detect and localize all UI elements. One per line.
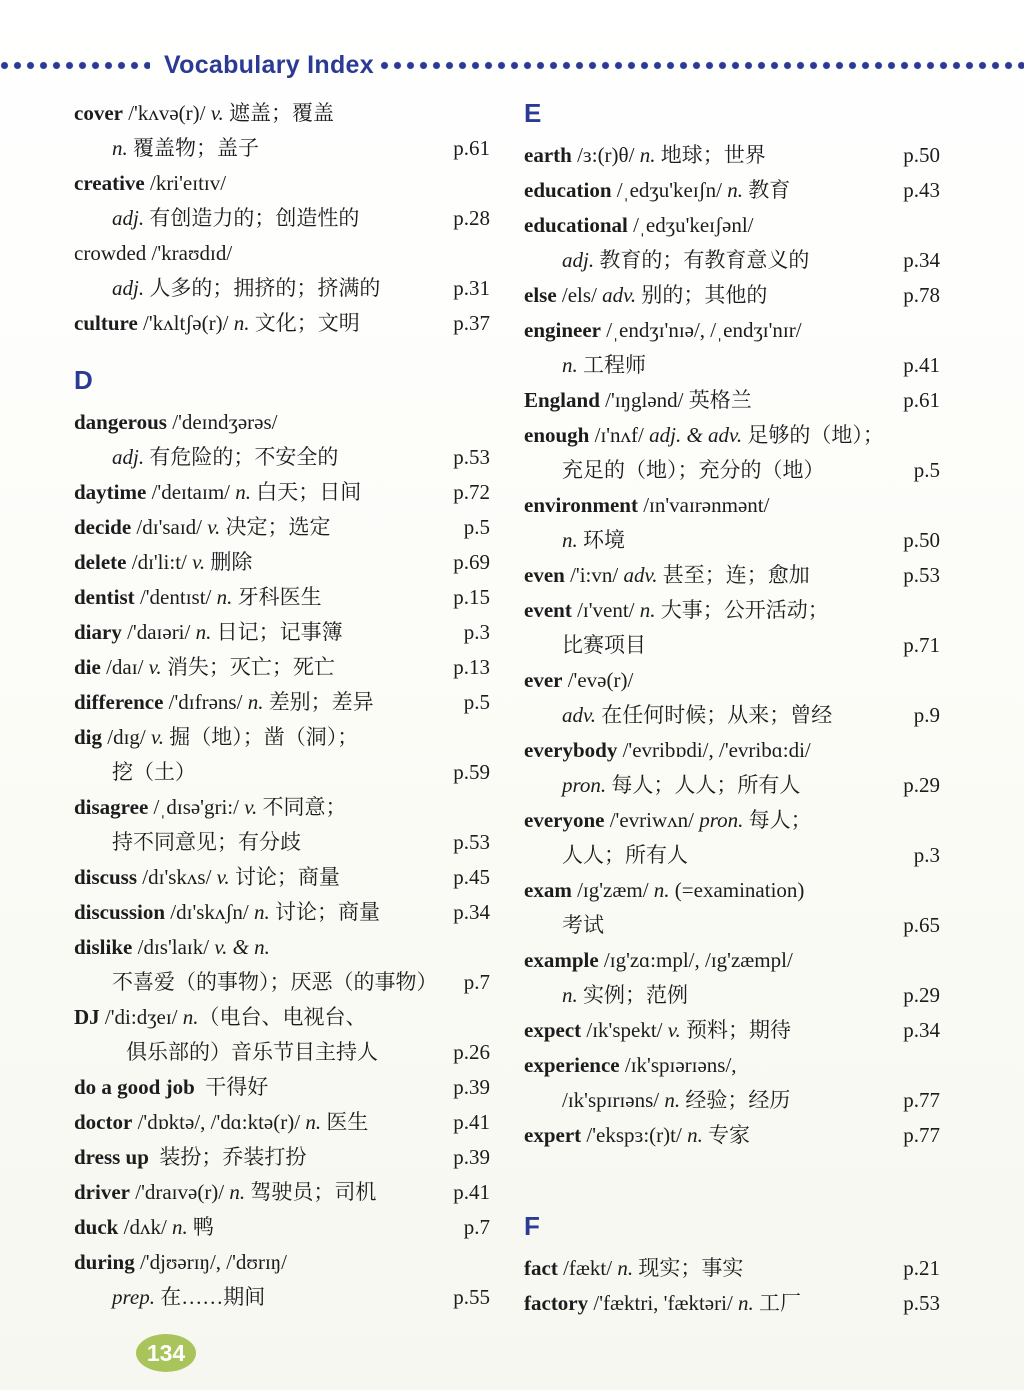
entry-text: v. [151, 725, 165, 749]
page-ref: p.28 [453, 206, 490, 230]
entry-line [74, 1105, 490, 1140]
entry-text: （电台、电视台、 [198, 1005, 367, 1029]
page-ref: p.61 [903, 388, 940, 412]
entry-text: 每人；人人；所有人 [606, 773, 801, 797]
headword: dress up [74, 1145, 149, 1169]
entry-text: /fækt/ [557, 1256, 618, 1280]
headword: delete [74, 550, 127, 574]
page-ref: p.39 [453, 1145, 490, 1169]
entry-text: /'ɪŋglənd/ 英格兰 [599, 388, 752, 412]
entry-text: 经验；经历 [680, 1088, 791, 1112]
entry-text: adj. [112, 276, 145, 300]
entry-text: 足够的（地）； [742, 423, 884, 447]
entry-line [74, 860, 490, 895]
entry-text: /dɪ'saɪd/ [131, 515, 208, 539]
headword: dislike [74, 935, 133, 959]
headword: England [524, 388, 600, 412]
entry-text: prep. [112, 1285, 155, 1309]
entry-text: 挖（土） [112, 760, 196, 784]
entry-line [524, 1083, 940, 1118]
headword: factory [524, 1291, 589, 1315]
dotted-rule-right [380, 61, 1024, 70]
entry-text: 地球；世界 [655, 143, 766, 167]
section-letter: D [74, 365, 93, 395]
entry-line [524, 558, 940, 593]
entry-text: /'dɪfrəns/ [163, 690, 248, 714]
page-ref: p.31 [453, 276, 490, 300]
page-ref: p.65 [903, 913, 940, 937]
entry-text: v. [192, 550, 206, 574]
entry-text: 工程师 [577, 353, 646, 377]
entry-text: 大事；公开活动； [655, 598, 829, 622]
entry-text: /'draɪvə(r)/ [129, 1180, 230, 1204]
entry-text: /'deɪndʒərəs/ [166, 410, 278, 434]
entry-text: /ɪn'vaɪrənmənt/ [637, 493, 770, 517]
page-ref: p.72 [453, 480, 490, 504]
page-ref: p.5 [463, 515, 490, 539]
entry-text: 实例；范例 [577, 983, 688, 1007]
headword: daytime [74, 480, 147, 504]
entry-text: 装扮；乔装打扮 [148, 1145, 307, 1169]
headword: creative [74, 171, 145, 195]
entry-text: v. [667, 1018, 681, 1042]
headword: disagree [74, 795, 149, 819]
entry-line [74, 755, 490, 790]
entry-text: pron. [699, 808, 744, 832]
entry-line [524, 243, 940, 278]
entry-text: 别的；其他的 [636, 283, 768, 307]
entry-line [74, 1280, 490, 1315]
entry-line [524, 593, 940, 628]
page-ref: p.5 [913, 458, 940, 482]
entry-text: /ˌedʒu'keɪʃn/ [611, 178, 728, 202]
entry-text: /ɪk'spɪərɪəns/, [619, 1053, 737, 1077]
entry-text: /'dɒktə/, /'dɑ:ktə(r)/ [132, 1110, 306, 1134]
entry-line [74, 1070, 490, 1105]
headword: dig [74, 725, 103, 749]
entry-text: 删除 [205, 550, 253, 574]
entry-line [74, 405, 490, 440]
headword: even [524, 563, 565, 587]
entry-line [524, 1251, 940, 1286]
entry-text: /ɪ'vent/ [571, 598, 640, 622]
entry-text: 每人； [743, 808, 812, 832]
entry-text: 比赛项目 [562, 633, 646, 657]
entry-text: /'di:dʒeɪ/ [99, 1005, 183, 1029]
entry-line [74, 96, 490, 131]
entry-text: /'evriwʌn/ [604, 808, 700, 832]
entry-line [524, 348, 940, 383]
entry-text: n. [687, 1123, 703, 1147]
entry-text: adj. [112, 206, 145, 230]
entry-text: 覆盖物；盖子 [127, 136, 259, 160]
page-ref: p.13 [453, 655, 490, 679]
entry-line [74, 475, 490, 510]
page-ref: p.43 [903, 178, 940, 202]
entry-text: 俱乐部的）音乐节目主持人 [126, 1040, 378, 1064]
page-ref: p.50 [903, 143, 940, 167]
entry-line [524, 1048, 940, 1083]
entry-text: /'fæktri, 'fæktəri/ [588, 1291, 739, 1315]
entry-line [74, 580, 490, 615]
entry-text: 教育 [743, 178, 791, 202]
entry-line [74, 545, 490, 580]
entry-line [74, 895, 490, 930]
entry-text: 掘（地）；凿（洞）； [164, 725, 359, 749]
entry-text: pron. [562, 773, 607, 797]
entry-line [524, 418, 940, 453]
page-ref: p.61 [453, 136, 490, 160]
page-ref: p.53 [903, 1291, 940, 1315]
entry-line [74, 615, 490, 650]
entry-line [524, 453, 940, 488]
entry-text: /ɪk'spɪrɪəns/ [562, 1088, 665, 1112]
entry-line [524, 628, 940, 663]
headword: ever [524, 668, 563, 692]
left-column [74, 96, 490, 1315]
entry-text: 消失；灭亡；死亡 [161, 655, 335, 679]
entry-text: 环境 [577, 528, 625, 552]
entry-text: adv. [602, 283, 637, 307]
entry-text: 有创造力的；创造性的 [144, 206, 360, 230]
entry-text: /ɪg'zɑ:mpl/, /ɪg'zæmpl/ [598, 948, 793, 972]
entry-line [74, 965, 490, 1000]
entry-text: 牙科医生 [232, 585, 322, 609]
entry-text: 日记；记事簿 [211, 620, 343, 644]
page-ref: p.50 [903, 528, 940, 552]
headword: expert [524, 1123, 582, 1147]
entry-line [74, 201, 490, 236]
page-ref: p.34 [453, 900, 490, 924]
entry-text: (=examination) [669, 878, 805, 902]
entry-text: 白天；日间 [251, 480, 362, 504]
entry-text: /kri'eɪtɪv/ [144, 171, 227, 195]
page-ref: p.77 [903, 1088, 940, 1112]
headword: event [524, 598, 572, 622]
entry-line [524, 313, 940, 348]
entry-text: n. [112, 136, 128, 160]
entry-line [74, 166, 490, 201]
page-header [0, 50, 1024, 80]
page-ref: p.69 [453, 550, 490, 574]
headword: doctor [74, 1110, 133, 1134]
page-ref: p.3 [913, 843, 940, 867]
headword: earth [524, 143, 572, 167]
entry-text: n. [229, 1180, 246, 1204]
entry-line [524, 1013, 940, 1048]
entry-line [74, 650, 490, 685]
headword: do a good job [74, 1075, 195, 1099]
page-ref: p.78 [903, 283, 940, 307]
headword: duck [74, 1215, 119, 1239]
right-column [524, 96, 940, 1321]
entry-text: /'deɪtaɪm/ [146, 480, 236, 504]
entry-text: adv. [623, 563, 658, 587]
entry-text: /daɪ/ [100, 655, 149, 679]
entry-text: 医生 [321, 1110, 369, 1134]
entry-line [74, 510, 490, 545]
page-ref: p.34 [903, 1018, 940, 1042]
page-ref: p.53 [453, 830, 490, 854]
headword: cover [74, 101, 123, 125]
headword: everybody [524, 738, 618, 762]
entry-text: /ˌedʒu'keɪʃənl/ [627, 213, 754, 237]
page-number-badge: 134 [136, 1334, 196, 1372]
entry-text: n. [639, 143, 656, 167]
entry-line [524, 278, 940, 313]
entry-text: v. [210, 101, 224, 125]
headword: engineer [524, 318, 601, 342]
entry-text: 预料；期待 [680, 1018, 792, 1042]
entry-text: /'kʌvə(r)/ [122, 101, 211, 125]
entry-text: /ɪ'nʌf/ [589, 423, 650, 447]
entry-text: 充足的（地）；充分的（地） [562, 458, 825, 482]
entry-text: 在……期间 [154, 1285, 266, 1309]
entry-line [74, 825, 490, 860]
headword: diary [74, 620, 122, 644]
entry-text: n. [254, 900, 270, 924]
entry-text: n. [172, 1215, 188, 1239]
headword: educational [524, 213, 628, 237]
entry-text: n. [617, 1256, 634, 1280]
page-ref: p.34 [903, 248, 940, 272]
headword: environment [524, 493, 638, 517]
entry-text: 持不同意见；有分歧 [112, 830, 301, 854]
page-ref: p.21 [903, 1256, 940, 1280]
headword: discuss [74, 865, 138, 889]
entry-line [74, 1000, 490, 1035]
entry-text: 讨论；商量 [229, 865, 340, 889]
entry-line [74, 236, 490, 271]
entry-line [524, 838, 940, 873]
entry-text: 决定；选定 [220, 515, 331, 539]
entry-text: 文化；文明 [249, 311, 360, 335]
entry-line [74, 1035, 490, 1070]
headword: dentist [74, 585, 135, 609]
entry-text: n. [235, 480, 252, 504]
page-ref: p.7 [463, 970, 490, 994]
entry-text: n. [233, 311, 250, 335]
entry-line [524, 733, 940, 768]
entry-text: 讨论；商量 [269, 900, 380, 924]
entry-line [524, 208, 940, 243]
entry-line [524, 803, 940, 838]
section-letter: F [524, 1211, 540, 1241]
headword: example [524, 948, 599, 972]
page-ref: p.45 [453, 865, 490, 889]
entry-text: adv. [562, 703, 597, 727]
headword: enough [524, 423, 590, 447]
headword: decide [74, 515, 132, 539]
headword: education [524, 178, 612, 202]
entry-text: 在任何时候；从来；曾经 [596, 703, 833, 727]
entry-text: n. [195, 620, 212, 644]
entry-line [74, 131, 490, 166]
entry-text: n. [639, 598, 656, 622]
headword: discussion [74, 900, 166, 924]
entry-text: n. [562, 528, 578, 552]
page-ref: p.3 [463, 620, 490, 644]
headword: fact [524, 1256, 558, 1280]
entry-text: /dɪ'li:t/ [126, 550, 193, 574]
entry-line [524, 1286, 940, 1321]
page-ref: p.37 [453, 311, 490, 335]
entry-text: v. & n. [214, 935, 270, 959]
entry-text: v. [244, 795, 258, 819]
entry-text: /dɪ'skʌʃn/ [165, 900, 254, 924]
page-ref: p.77 [903, 1123, 940, 1147]
entry-text: n. [727, 178, 744, 202]
entry-line [524, 488, 940, 523]
entry-text: 干得好 [194, 1075, 269, 1099]
headword: expect [524, 1018, 582, 1042]
entry-text: 考试 [562, 913, 604, 937]
entry-line [74, 720, 490, 755]
entry-line [74, 1245, 490, 1280]
entry-text: /dʌk/ [118, 1215, 173, 1239]
entry-line [524, 873, 940, 908]
page-ref: p.55 [453, 1285, 490, 1309]
page-ref: p.15 [453, 585, 490, 609]
entry-line [74, 306, 490, 341]
entry-text: 工厂 [753, 1291, 802, 1315]
entry-line [524, 908, 940, 943]
entry-text: adj. [562, 248, 595, 272]
entry-line [524, 978, 940, 1013]
entry-line [524, 768, 940, 803]
entry-text: n. [664, 1088, 681, 1112]
page-ref: p.41 [453, 1180, 490, 1204]
entry-text: 甚至；连；愈加 [657, 563, 810, 587]
headword: experience [524, 1053, 620, 1077]
entry-text: 驾驶员；司机 [245, 1180, 377, 1204]
entry-text: 人多的；拥挤的；挤满的 [144, 276, 381, 300]
entry-line [524, 138, 940, 173]
entry-text: /ˌdɪsə'gri:/ [148, 795, 245, 819]
headword: dangerous [74, 410, 167, 434]
entry-text: v. [207, 515, 221, 539]
page-ref: p.71 [903, 633, 940, 657]
entry-text: 鸭 [187, 1215, 215, 1239]
entry-text: 现实；事实 [633, 1256, 744, 1280]
entry-text: 有危险的；不安全的 [144, 445, 339, 469]
page-ref: p.39 [453, 1075, 490, 1099]
entry-text: adj. & adv. [649, 423, 743, 447]
entry-text: /ɜ:(r)θ/ [571, 143, 640, 167]
entry-text: 差别；差异 [263, 690, 374, 714]
headword: culture [74, 311, 138, 335]
entry-line [524, 383, 940, 418]
entry-line [524, 698, 940, 733]
entry-text: n. [738, 1291, 754, 1315]
page-ref: p.29 [903, 773, 940, 797]
entry-text: v. [216, 865, 230, 889]
entry-line [74, 440, 490, 475]
page-ref: p.41 [903, 353, 940, 377]
section-letter: E [524, 98, 542, 128]
headword: everyone [524, 808, 605, 832]
entry-text: /'kʌltʃə(r)/ [137, 311, 234, 335]
page-ref: p.26 [453, 1040, 490, 1064]
entry-line [74, 685, 490, 720]
headword: exam [524, 878, 572, 902]
entry-text: /ɪg'zæm/ [571, 878, 654, 902]
entry-text: /ɪk'spekt/ [581, 1018, 668, 1042]
entry-text: /'ekspɜ:(r)t/ [581, 1123, 688, 1147]
entry-text: v. [148, 655, 162, 679]
page-ref: p.53 [903, 563, 940, 587]
entry-line [74, 271, 490, 306]
entry-text: /'dentɪst/ [134, 585, 217, 609]
page-ref: p.41 [453, 1110, 490, 1134]
entry-text: 不喜爱（的事物）；厌恶（的事物） [112, 970, 438, 994]
page-ref: p.9 [913, 703, 940, 727]
entry-text: /'daɪəri/ [121, 620, 196, 644]
entry-text: 遮盖；覆盖 [223, 101, 334, 125]
entry-line [74, 1175, 490, 1210]
entry-text: n. [305, 1110, 322, 1134]
entry-text: n. [653, 878, 670, 902]
entry-text: 教育的；有教育意义的 [594, 248, 810, 272]
page-ref: p.5 [463, 690, 490, 714]
entry-text: n. [562, 353, 578, 377]
dotted-rule-left [0, 61, 150, 70]
entry-text: /dɪ'skʌs/ [137, 865, 217, 889]
entry-text: n. [182, 1005, 199, 1029]
entry-text: n. [562, 983, 578, 1007]
headword: difference [74, 690, 164, 714]
entry-text: /els/ [556, 283, 603, 307]
entry-text: /'i:vn/ [564, 563, 624, 587]
headword: die [74, 655, 101, 679]
headword: else [524, 283, 557, 307]
entry-text: 专家 [702, 1123, 751, 1147]
entry-line [74, 930, 490, 965]
entry-line [74, 1140, 490, 1175]
entry-text: n. [247, 690, 264, 714]
entry-text: /'evə(r)/ [562, 668, 634, 692]
entry-text: adj. [112, 445, 145, 469]
page-ref: p.7 [463, 1215, 490, 1239]
page-ref: p.59 [453, 760, 490, 784]
entry-text: 人人；所有人 [562, 843, 688, 867]
entry-text: /ˌendʒɪ'nɪə/, /ˌendʒɪ'nɪr/ [600, 318, 802, 342]
headword: DJ [74, 1005, 100, 1029]
entry-text: 不同意； [257, 795, 347, 819]
page-ref: p.53 [453, 445, 490, 469]
page-ref: p.29 [903, 983, 940, 1007]
entry-text: /'djʊərɪŋ/, /'dʊrɪŋ/ [134, 1250, 287, 1274]
headword: driver [74, 1180, 130, 1204]
entry-text: /'evribɒdi/, /'evribɑ:di/ [617, 738, 811, 762]
entry-text: crowded /'kraʊdɪd/ [74, 241, 233, 265]
headword: during [74, 1250, 135, 1274]
entry-text: /dɪg/ [102, 725, 152, 749]
entry-line [524, 663, 940, 698]
entry-line [524, 523, 940, 558]
entry-line [524, 1118, 940, 1153]
entry-line [74, 1210, 490, 1245]
entry-line [524, 943, 940, 978]
entry-text: n. [216, 585, 233, 609]
page-title: Vocabulary Index [164, 50, 374, 79]
entry-text: /dɪs'laɪk/ [132, 935, 215, 959]
entry-line [524, 173, 940, 208]
entry-line [74, 790, 490, 825]
